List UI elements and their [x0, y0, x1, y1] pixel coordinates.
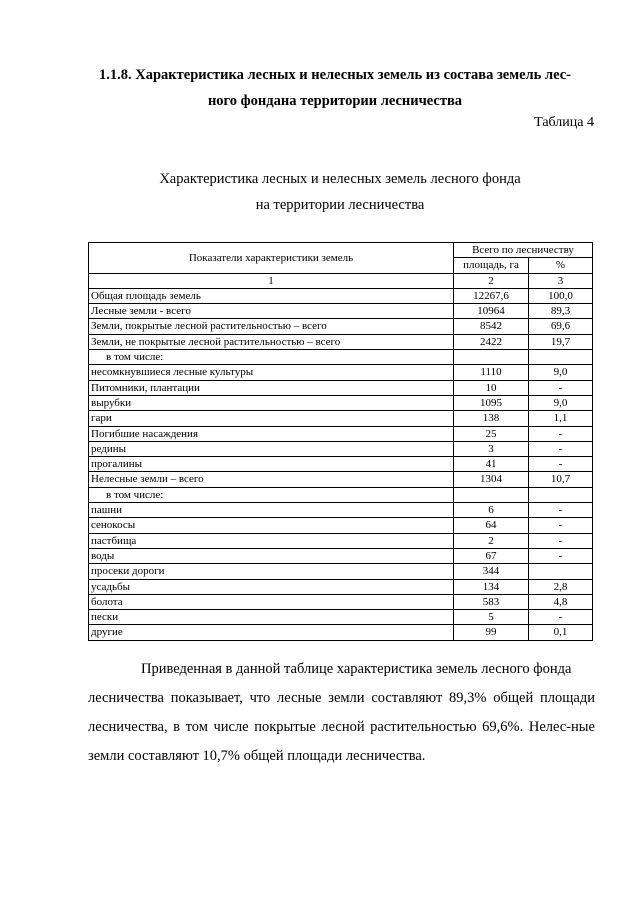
row-label: Нелесные земли – всего	[89, 472, 454, 487]
row-percent: -	[529, 380, 593, 395]
row-area: 583	[454, 594, 529, 609]
row-label: Лесные земли - всего	[89, 304, 454, 319]
summary-paragraph-first-line: Приведенная в данной таблице характеристика земель лесного фонда	[141, 661, 572, 677]
row-percent: -	[529, 503, 593, 518]
row-area: 1110	[454, 365, 529, 380]
table-row	[89, 564, 593, 579]
table-caption-line-1: Характеристика лесных и нелесных земель лесного фонда	[159, 171, 521, 187]
table-caption-line-2: на территории лесничества	[255, 197, 425, 213]
row-label: пески	[89, 610, 454, 625]
table-row	[89, 503, 593, 518]
row-percent: -	[529, 548, 593, 563]
row-percent: 4,8	[529, 594, 593, 609]
row-label: Земли, покрытые лесной растительностью – всего	[89, 319, 454, 334]
row-label: в том числе:	[89, 487, 454, 502]
row-area	[454, 487, 529, 502]
row-percent	[529, 350, 593, 365]
table-header-row	[89, 243, 593, 258]
row-percent: 9,0	[529, 395, 593, 410]
row-area: 12267,6	[454, 288, 529, 303]
row-percent: 69,6	[529, 319, 593, 334]
table-row	[89, 411, 593, 426]
table-row	[89, 350, 593, 365]
row-label: вырубки	[89, 395, 454, 410]
table-row	[89, 579, 593, 594]
row-label: другие	[89, 625, 454, 640]
table-row	[89, 380, 593, 395]
row-label: Земли, не покрытые лесной растительностью – всего	[89, 334, 454, 349]
table-row	[89, 487, 593, 502]
row-label: Общая площадь земель	[89, 288, 454, 303]
row-label: Погибшие насаждения	[89, 426, 454, 441]
table-row	[89, 457, 593, 472]
row-percent: -	[529, 610, 593, 625]
row-area: 99	[454, 625, 529, 640]
table-row	[89, 610, 593, 625]
table-row	[89, 548, 593, 563]
row-percent: 2,8	[529, 579, 593, 594]
row-area: 2422	[454, 334, 529, 349]
table-row	[89, 426, 593, 441]
header-indicator: Показатели характеристики земель	[89, 243, 454, 274]
row-label: сенокосы	[89, 518, 454, 533]
section-heading-line-2: ного фондана территории лесничества	[207, 93, 463, 109]
row-area: 64	[454, 518, 529, 533]
table-row	[89, 594, 593, 609]
row-label: прогалины	[89, 457, 454, 472]
row-label: болота	[89, 594, 454, 609]
row-area: 10964	[454, 304, 529, 319]
header-area: площадь, га	[454, 258, 529, 273]
column-number-1: 1	[89, 273, 454, 288]
row-area: 1095	[454, 395, 529, 410]
row-percent	[529, 487, 593, 502]
row-area: 1304	[454, 472, 529, 487]
summary-paragraph-rest: лесничества показывает, что лесные земли составляют 89,3% общей площади лесничества, в том числе покрытые лесной растительностью 69,6%. Нелес-ные земли составляют 10,7% общей площади лесничества.	[88, 690, 595, 764]
column-number-2: 2	[454, 273, 529, 288]
row-percent: -	[529, 518, 593, 533]
table-row	[89, 625, 593, 640]
header-percent: %	[529, 258, 593, 273]
table-row	[89, 288, 593, 303]
row-area: 41	[454, 457, 529, 472]
land-characteristics-table	[88, 242, 593, 641]
table-column-numbers-row	[89, 273, 593, 288]
row-label: в том числе:	[89, 350, 454, 365]
row-area: 10	[454, 380, 529, 395]
row-percent: -	[529, 533, 593, 548]
table-row	[89, 518, 593, 533]
table-row	[89, 334, 593, 349]
table-caption	[90, 166, 590, 218]
table-row	[89, 304, 593, 319]
row-percent: -	[529, 426, 593, 441]
table-row	[89, 395, 593, 410]
table-row	[89, 472, 593, 487]
row-label: пашни	[89, 503, 454, 518]
section-heading-line-1: 1.1.8. Характеристика лесных и нелесных земель из состава земель лес-	[99, 67, 571, 83]
row-area: 344	[454, 564, 529, 579]
row-area: 2	[454, 533, 529, 548]
column-number-3: 3	[529, 273, 593, 288]
row-label: Питомники, плантации	[89, 380, 454, 395]
row-percent: -	[529, 457, 593, 472]
row-label: несомкнувшиеся лесные культуры	[89, 365, 454, 380]
row-label: гари	[89, 411, 454, 426]
section-heading	[70, 62, 600, 114]
table-number-label: Таблица 4	[534, 115, 594, 130]
summary-paragraph	[88, 655, 595, 771]
table-row	[89, 533, 593, 548]
row-area	[454, 350, 529, 365]
row-area: 8542	[454, 319, 529, 334]
row-percent	[529, 564, 593, 579]
row-area: 25	[454, 426, 529, 441]
row-label: пастбища	[89, 533, 454, 548]
row-area: 6	[454, 503, 529, 518]
row-label: усадьбы	[89, 579, 454, 594]
row-percent: -	[529, 441, 593, 456]
table-row	[89, 365, 593, 380]
row-label: воды	[89, 548, 454, 563]
row-area: 134	[454, 579, 529, 594]
header-total-group: Всего по лесничеству	[454, 243, 593, 258]
row-percent: 19,7	[529, 334, 593, 349]
row-percent: 0,1	[529, 625, 593, 640]
row-percent: 9,0	[529, 365, 593, 380]
row-area: 3	[454, 441, 529, 456]
row-area: 5	[454, 610, 529, 625]
row-percent: 100,0	[529, 288, 593, 303]
row-label: просеки дороги	[89, 564, 454, 579]
row-area: 67	[454, 548, 529, 563]
row-label: редины	[89, 441, 454, 456]
row-percent: 1,1	[529, 411, 593, 426]
table-row	[89, 319, 593, 334]
table-row	[89, 441, 593, 456]
row-percent: 10,7	[529, 472, 593, 487]
row-area: 138	[454, 411, 529, 426]
row-percent: 89,3	[529, 304, 593, 319]
